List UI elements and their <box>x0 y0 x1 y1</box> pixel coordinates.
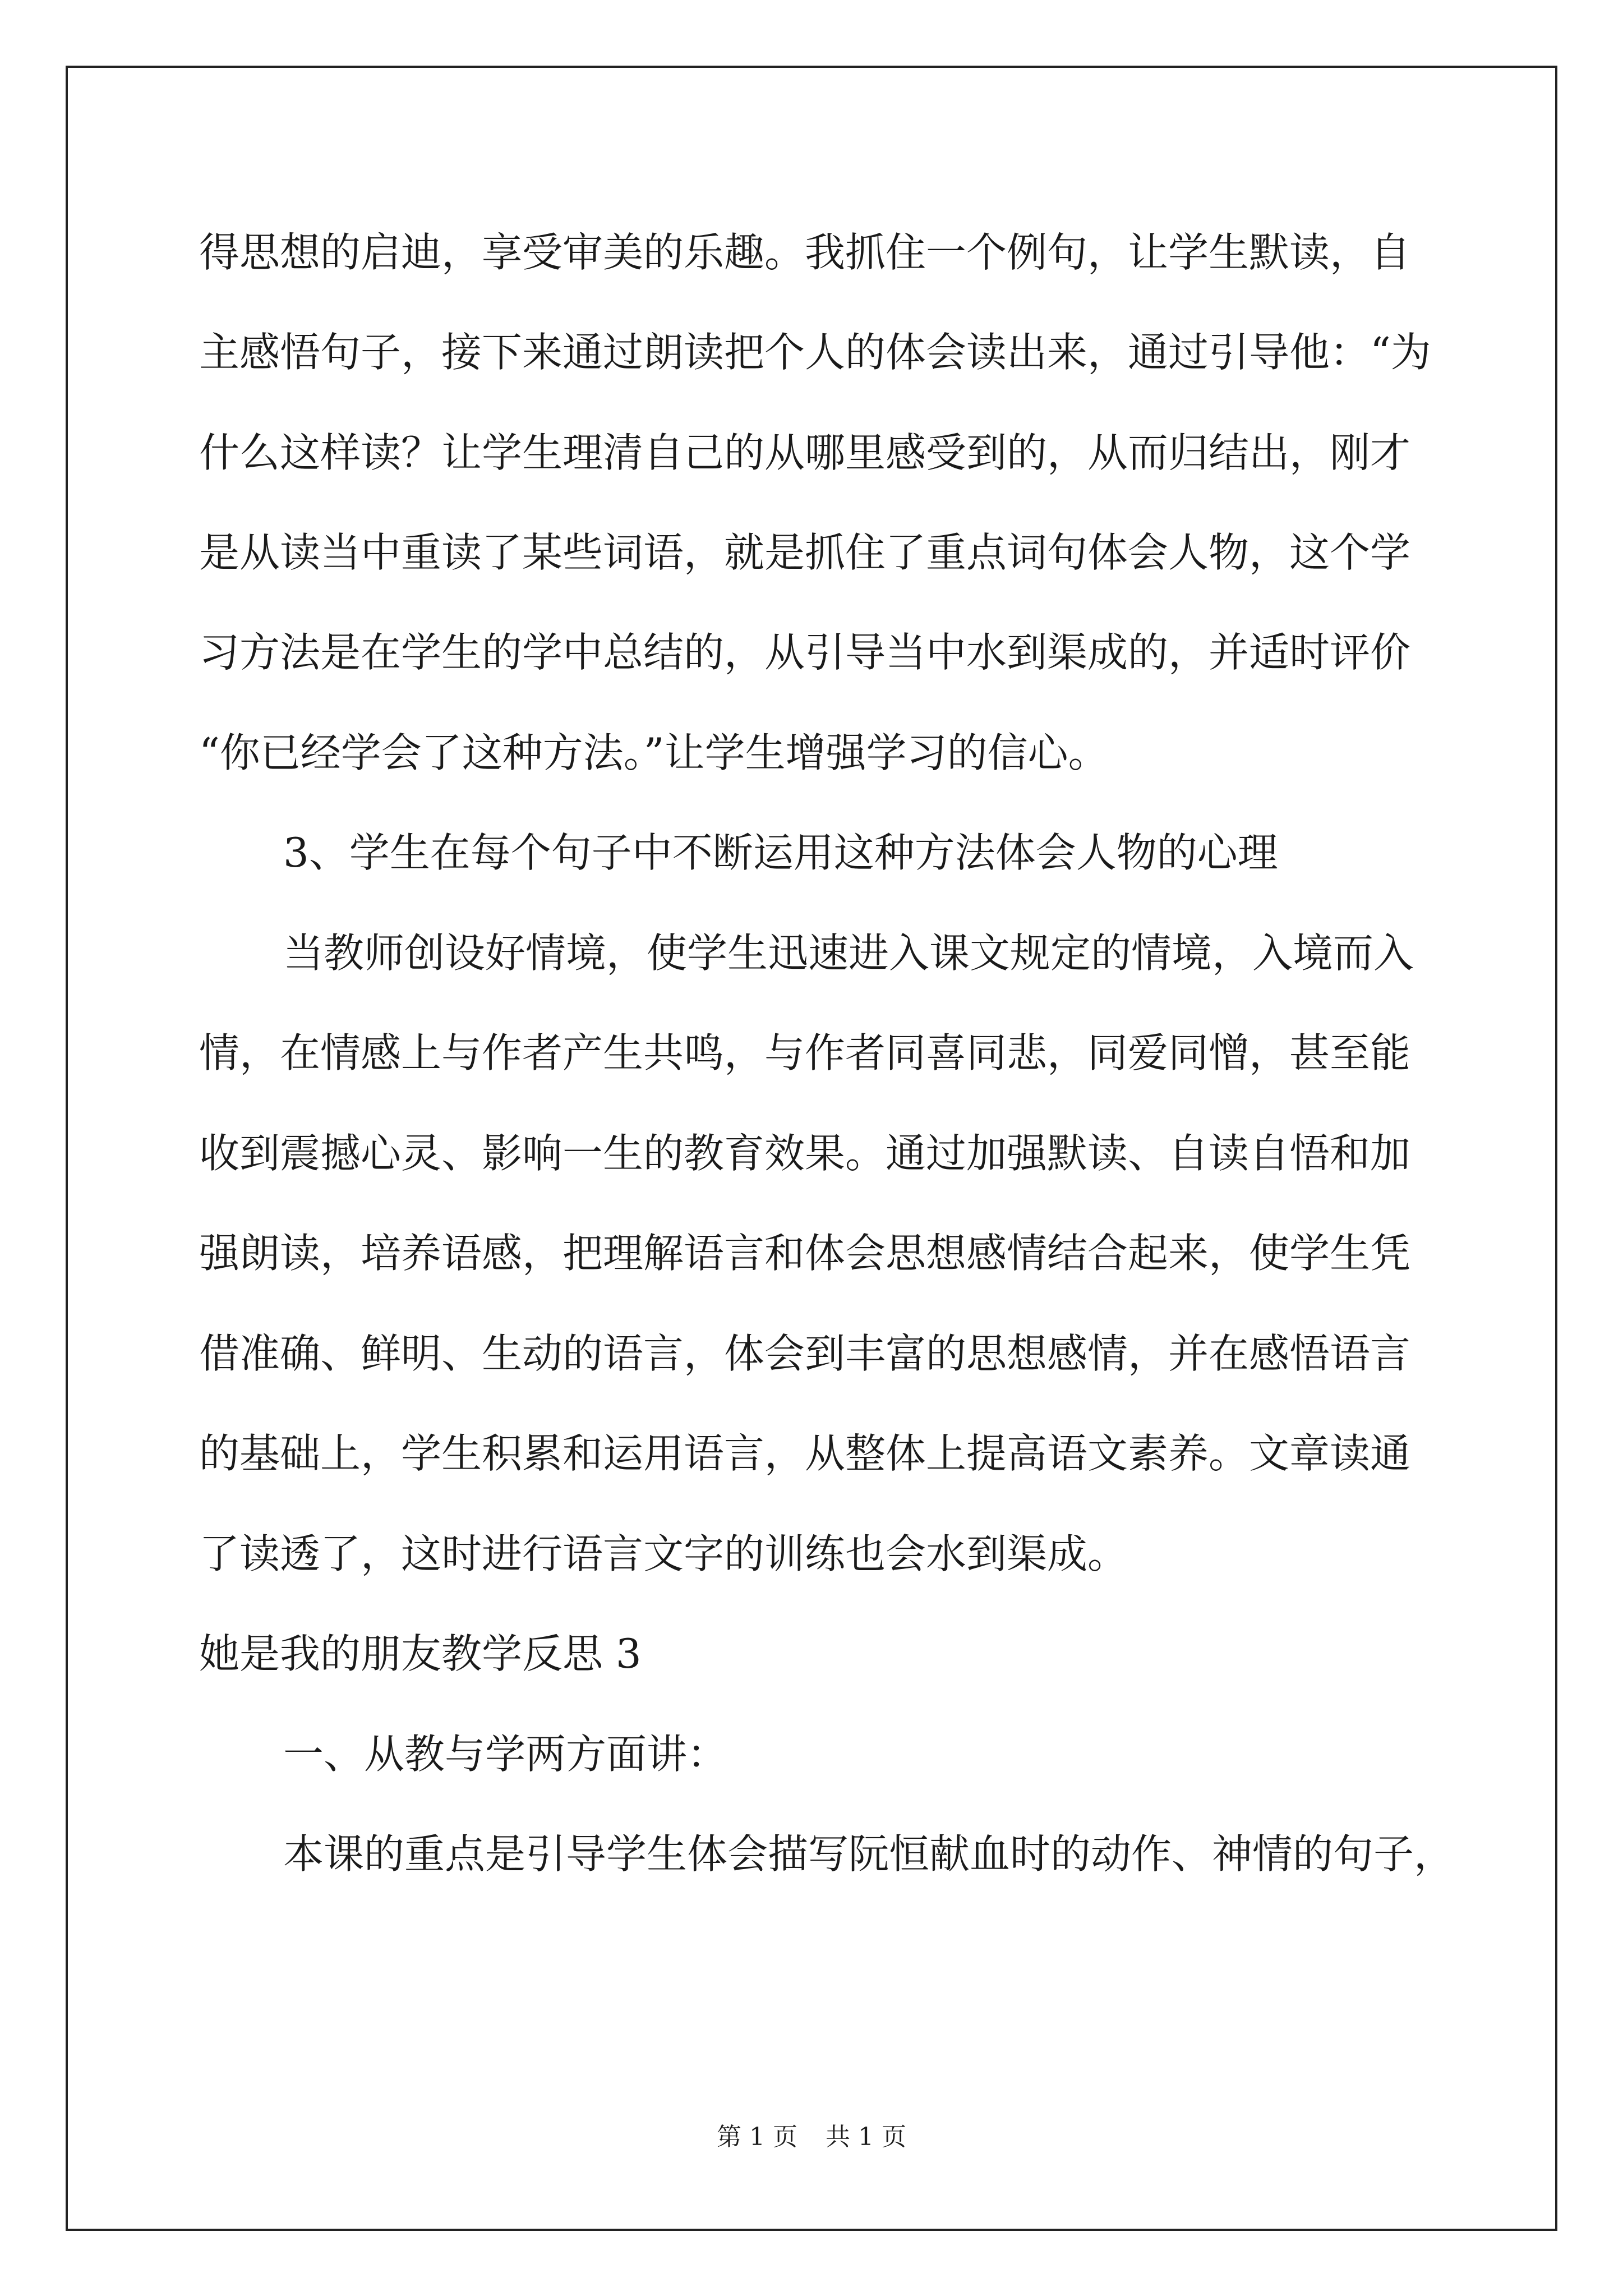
list-item-heading: 3、学生在每个句子中不断运用这种方法体会人物的心理 <box>283 829 1278 876</box>
section-title: 她是我的朋友教学反思 3 <box>199 1630 642 1677</box>
body-text-line: 是从读当中重读了某些词语，就是抓住了重点词句体会人物，这个学 <box>199 529 1411 576</box>
body-text-line: “你已经学会了这种方法。”让学生增强学习的信心。 <box>199 729 1109 776</box>
body-text-line: 得思想的启迪，享受审美的乐趣。我抓住一个例句，让学生默读，自 <box>199 229 1411 276</box>
body-text-line: 主感悟句子，接下来通过朗读把个人的体会读出来，通过引导他：“为 <box>199 329 1431 376</box>
body-text-line: 的基础上，学生积累和运用语言，从整体上提高语文素养。文章读通 <box>199 1430 1411 1477</box>
paragraph-first-line: 当教师创设好情境，使学生迅速进入课文规定的情境，入境而入 <box>283 930 1414 977</box>
body-text-line: 习方法是在学生的学中总结的，从引导当中水到渠成的，并适时评价 <box>199 629 1411 676</box>
subsection-heading: 一、从教与学两方面讲： <box>283 1731 728 1778</box>
paragraph-first-line: 本课的重点是引导学生体会描写阮恒献血时的动作、神情的句子， <box>283 1830 1455 1878</box>
page-number-current: 第 1 页 <box>717 2123 797 2151</box>
body-text-line: 收到震撼心灵、影响一生的教育效果。通过加强默读、自读自悟和加 <box>199 1130 1411 1177</box>
page-number-total: 共 1 页 <box>826 2123 906 2151</box>
body-text-line: 情，在情感上与作者产生共鸣，与作者同喜同悲，同爱同憎，甚至能 <box>199 1029 1411 1076</box>
body-text-line: 什么这样读？让学生理清自己的从哪里感受到的，从而归结出，刚才 <box>199 429 1411 476</box>
page-footer <box>0 2120 1623 2154</box>
body-text-line: 了读透了，这时进行语言文字的训练也会水到渠成。 <box>199 1530 1128 1577</box>
body-text-line: 借准确、鲜明、生动的语言，体会到丰富的思想感情，并在感悟语言 <box>199 1330 1411 1377</box>
body-text-line: 强朗读，培养语感，把理解语言和体会思想感情结合起来，使学生凭 <box>199 1230 1411 1277</box>
